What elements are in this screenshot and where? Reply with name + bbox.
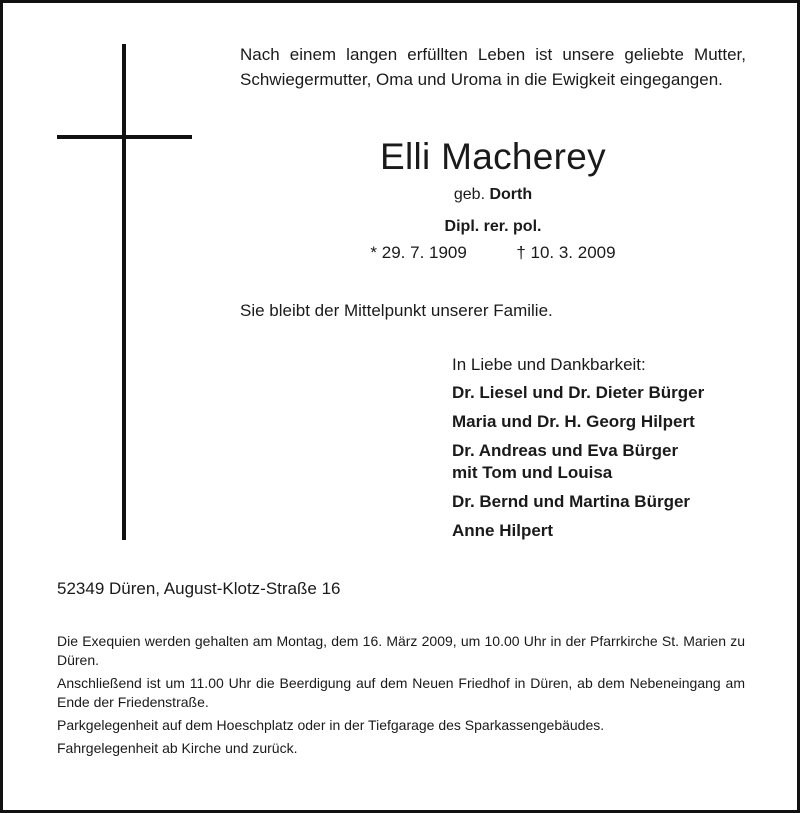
intro-text: Nach einem langen erfüllten Leben ist unsere geliebte Mutter, Schwiegermutter, Oma und Uroma in die Ewigkeit eingegangen. bbox=[240, 45, 746, 89]
mourner-entry: Anne Hilpert bbox=[452, 521, 554, 540]
mourner-entry: Dr. Liesel und Dr. Dieter Bürger bbox=[452, 383, 705, 402]
mourners-lead: In Liebe und Dankbarkeit: bbox=[452, 355, 646, 374]
birth-date: * 29. 7. 1909 bbox=[370, 243, 467, 262]
death-date: † 10. 3. 2009 bbox=[516, 243, 616, 262]
mourner-entry bbox=[452, 440, 704, 484]
life-dates bbox=[240, 242, 746, 264]
geb-prefix: geb. bbox=[453, 186, 486, 203]
deceased-name: Elli Macherey bbox=[380, 136, 606, 177]
maiden-name: Dorth bbox=[489, 186, 533, 203]
family-address: 52349 Düren, August-Klotz-Straße 16 bbox=[57, 579, 341, 598]
mourner-entry-line: mit Tom und Louisa bbox=[452, 463, 613, 482]
details-paragraph: Anschließend ist um 11.00 Uhr die Beerdigung auf dem Neuen Friedhof in Düren, ab dem Nebeneingang am Ende der Friedenstraße. bbox=[57, 675, 745, 710]
motto-text: Sie bleibt der Mittelpunkt unserer Familie. bbox=[240, 301, 553, 320]
cross-horizontal-bar bbox=[57, 135, 192, 139]
mourner-entry: Maria und Dr. H. Georg Hilpert bbox=[452, 412, 695, 431]
maiden-name-line bbox=[240, 184, 746, 206]
mourners-list bbox=[452, 354, 704, 549]
details-paragraph: Die Exequien werden gehalten am Montag, dem 16. März 2009, um 10.00 Uhr in der Pfarrkirche St. Marien zu Düren. bbox=[57, 633, 745, 668]
mourner-entry-line: Dr. Andreas und Eva Bürger bbox=[452, 441, 679, 460]
funeral-details bbox=[57, 632, 745, 762]
mourner-entry: Dr. Bernd und Martina Bürger bbox=[452, 492, 691, 511]
details-paragraph: Fahrgelegenheit ab Kirche und zurück. bbox=[57, 740, 298, 756]
academic-title: Dipl. rer. pol. bbox=[444, 218, 542, 235]
cross-vertical-bar bbox=[122, 44, 126, 540]
details-paragraph: Parkgelegenheit auf dem Hoeschplatz oder in der Tiefgarage des Sparkassengebäudes. bbox=[57, 717, 605, 733]
